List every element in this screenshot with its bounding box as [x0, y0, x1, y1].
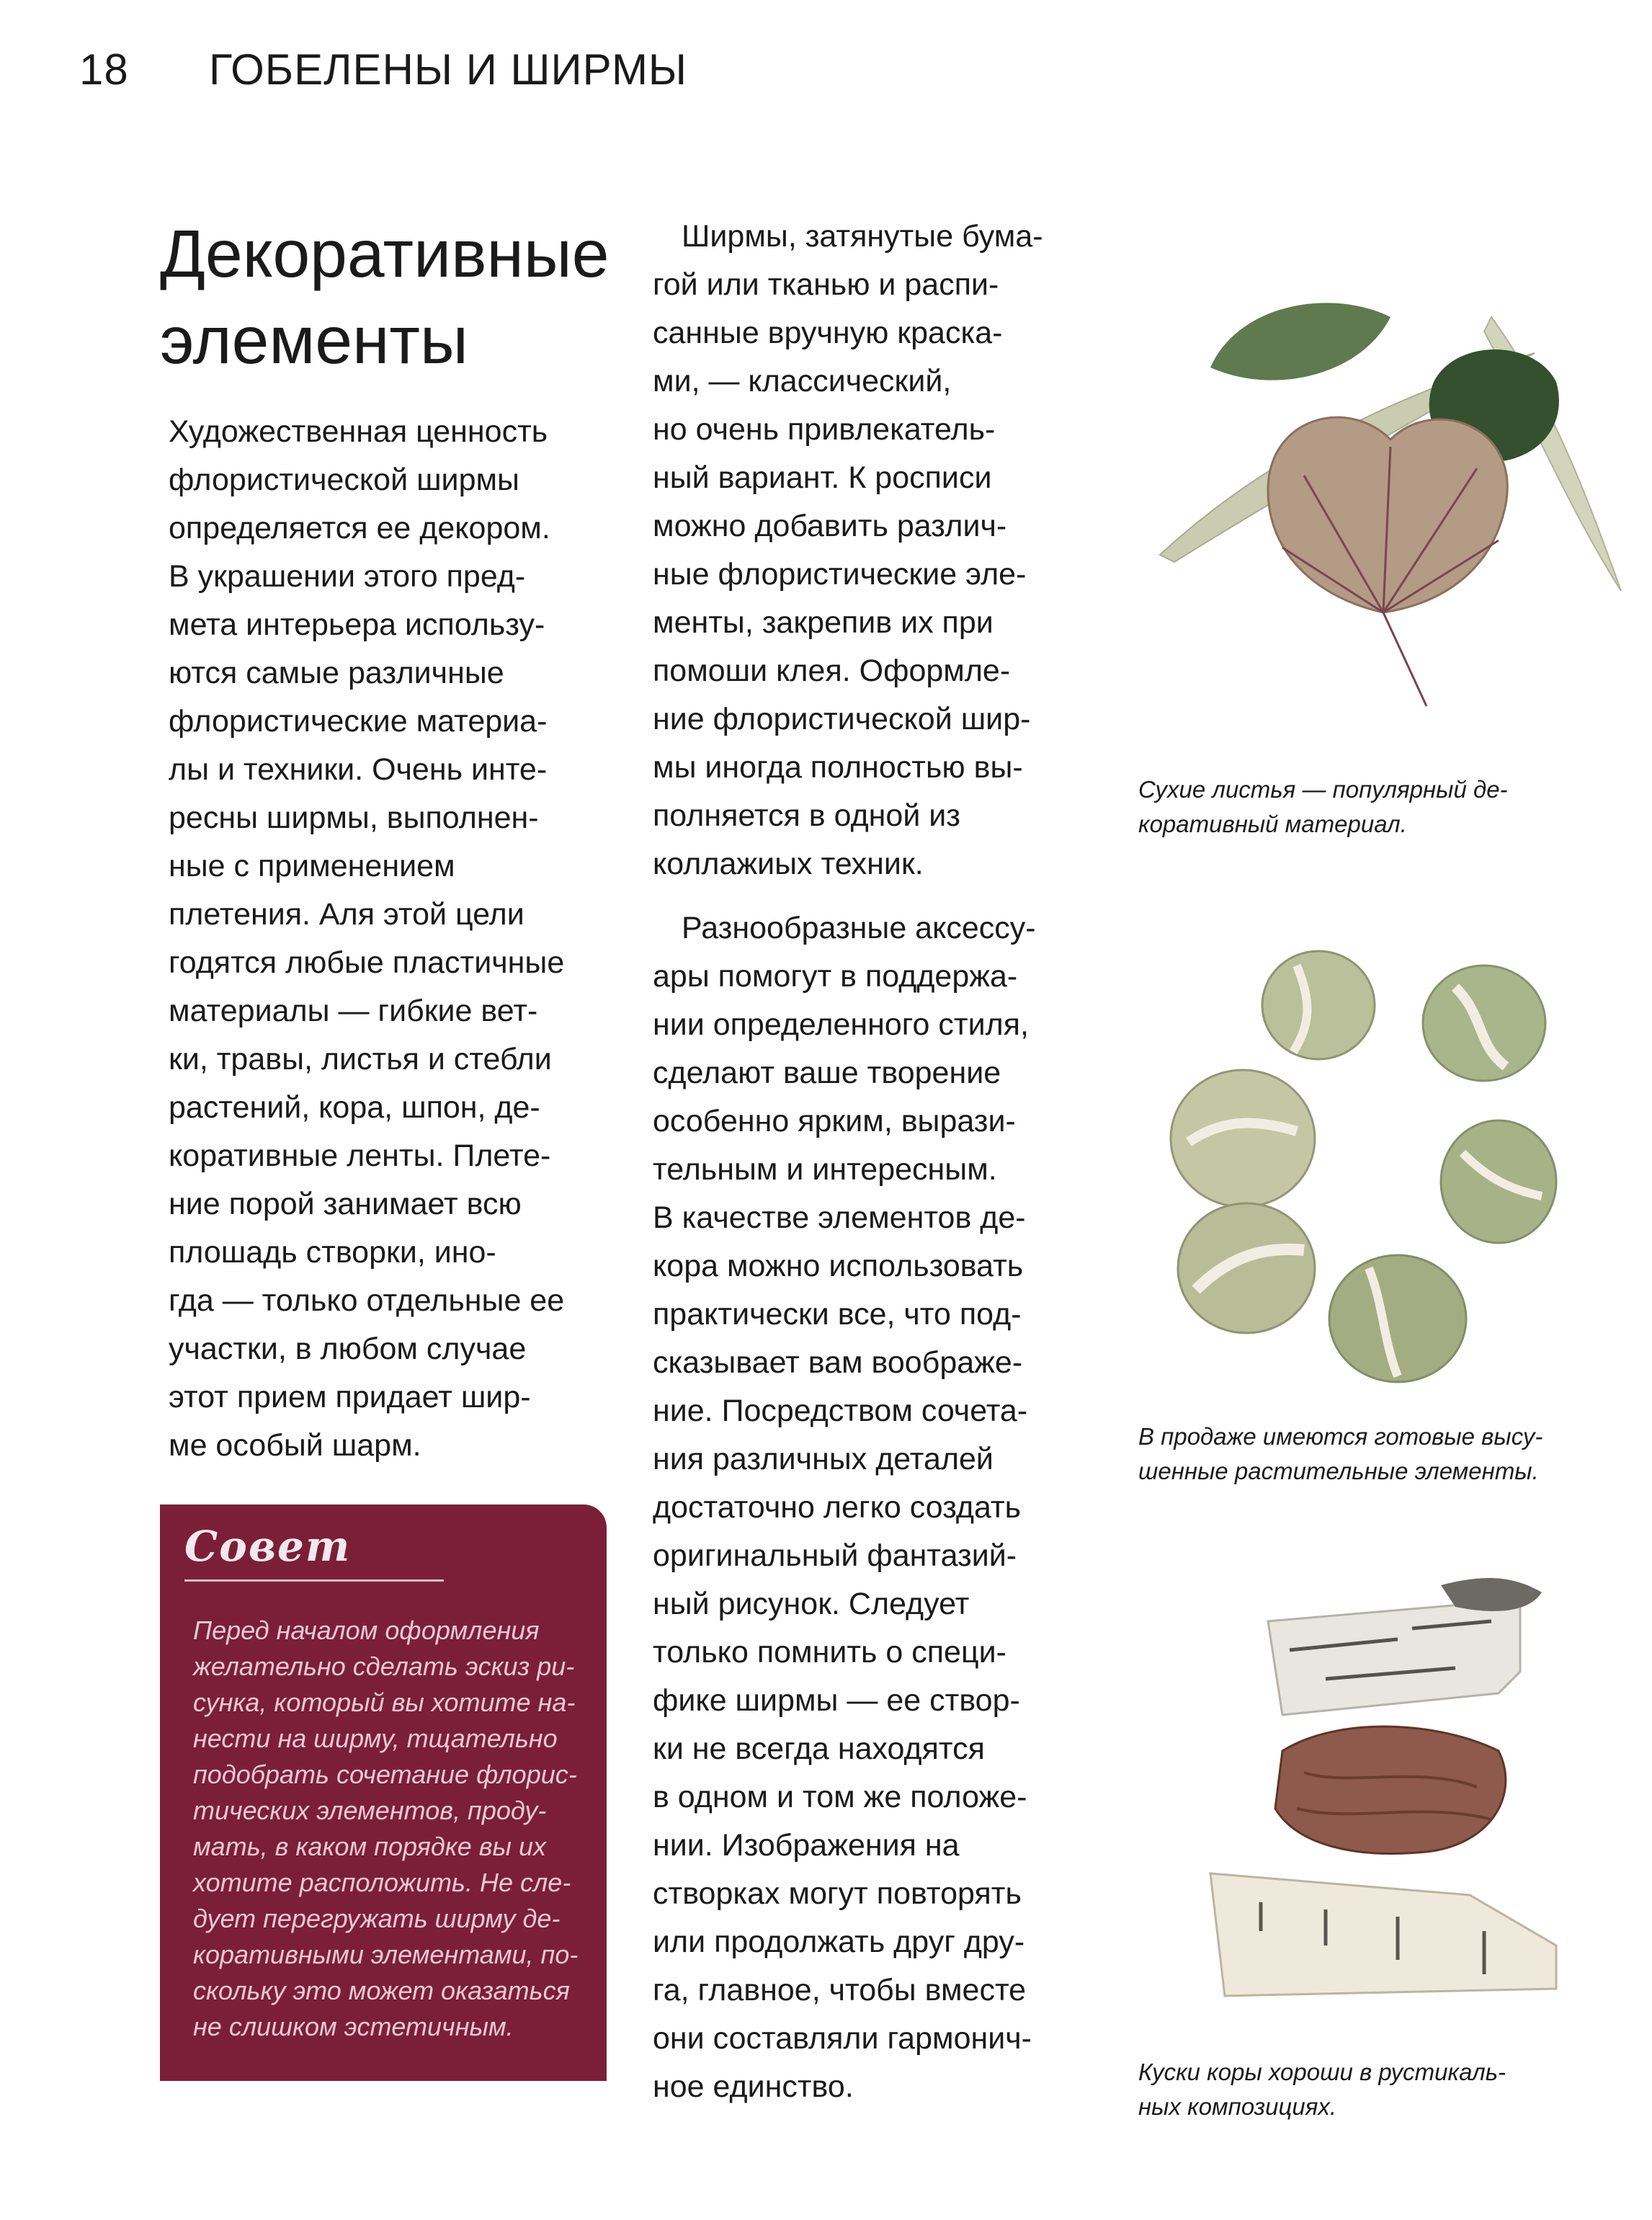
text-line: Сухие листья — популярный де-	[1138, 776, 1508, 803]
text-line: сделают ваше творение	[653, 1056, 1001, 1090]
text-line: ные флористические эле-	[653, 557, 1027, 592]
text-line: коративный материал.	[1138, 811, 1407, 837]
text-line: ный вариант. К росписи	[653, 460, 992, 495]
text-line: ное единство.	[653, 2069, 854, 2104]
page-title	[160, 210, 635, 383]
seed-pod	[1262, 951, 1375, 1059]
text-line: но очень привлекатель-	[653, 412, 996, 447]
text-line: они составляли гармонич-	[653, 2021, 1032, 2056]
caption-bark	[1138, 2055, 1599, 2124]
text-line: створках могут повторять	[653, 1876, 1022, 1911]
tip-divider	[184, 1579, 444, 1582]
tip-box	[160, 1504, 607, 2081]
body-column-2	[653, 213, 1099, 2111]
seed-pods-illustration	[1167, 944, 1563, 1391]
paragraph-2	[653, 904, 1099, 2111]
caption-leaves	[1138, 772, 1599, 842]
text-line: плетения. Аля этой цели	[169, 897, 524, 932]
birch-bark-top	[1268, 1578, 1542, 1715]
text-line: помоши клея. Оформле-	[653, 654, 1011, 688]
text-line: В украшении этого пред-	[169, 559, 526, 594]
text-line: В продаже имеются готовые высу-	[1138, 1423, 1543, 1450]
text-line: подобрать сочетание флорис-	[193, 1760, 577, 1789]
text-line: коративными элементами, по-	[193, 1940, 579, 1969]
text-line: желательно сделать эскиз ри-	[193, 1651, 575, 1681]
title-line: элементы	[160, 303, 468, 378]
text-line: полняется в одной из	[653, 798, 961, 833]
tip-title: Совет	[184, 1522, 352, 1571]
text-line: Перед началом оформления	[193, 1615, 540, 1645]
text-line: Разнообразные аксессу-	[682, 911, 1036, 945]
text-line: ми, — классический,	[653, 364, 952, 398]
text-line: ки не всегда находятся	[653, 1731, 985, 1766]
text-line: гда — только отдельные ее	[169, 1283, 565, 1318]
text-line: или продолжать друг дру-	[653, 1925, 1025, 1959]
text-line: мать, в каком порядке вы их	[193, 1832, 547, 1861]
text-line: годятся любые пластичные	[169, 945, 565, 980]
text-line: коллажиых техник.	[653, 847, 924, 881]
text-line: особенно ярким, вырази-	[653, 1104, 1016, 1138]
body-column-1	[169, 408, 630, 1470]
page-number: 18	[79, 45, 129, 94]
text-line: Куски коры хороши в рустикаль-	[1138, 2059, 1506, 2085]
text-line: ных композициях.	[1138, 2093, 1337, 2120]
dried-leaves-illustration	[1146, 274, 1635, 735]
caption-pods	[1138, 1419, 1599, 1489]
seed-pod	[1329, 1255, 1466, 1382]
text-line: ние флористической шир-	[653, 702, 1031, 736]
paragraph-1	[653, 213, 1099, 888]
text-line: ный рисунок. Следует	[653, 1587, 970, 1621]
green-leaf	[1210, 303, 1390, 380]
text-line: лы и техники. Очень инте-	[169, 752, 548, 787]
text-line: нести на ширму, тщательно	[193, 1724, 558, 1753]
text-line: коративные ленты. Плете-	[169, 1138, 551, 1173]
text-line: санные вручную краска-	[653, 316, 1003, 350]
text-line: ние. Посредством сочета-	[653, 1394, 1028, 1428]
text-line: не слишком эстетичным.	[193, 2012, 514, 2041]
text-line: тических элементов, проду-	[193, 1796, 547, 1825]
text-line: определяется ее декором.	[169, 511, 550, 545]
text-line: флористической ширмы	[169, 463, 519, 497]
text-line: ары помогут в поддержа-	[653, 959, 1018, 994]
text-line: скольку это может оказаться	[193, 1976, 570, 2005]
text-line: практически все, что под-	[653, 1297, 1022, 1332]
text-line: плошадь створки, ино-	[169, 1235, 496, 1270]
text-line: достаточно легко создать	[653, 1490, 1022, 1525]
seed-pod	[1178, 1203, 1315, 1333]
text-line: ние порой занимает всю	[169, 1187, 522, 1221]
text-line: фике ширмы — ее створ-	[653, 1683, 1020, 1718]
tip-text	[193, 1613, 597, 2045]
text-line: ме особый шарм.	[169, 1428, 421, 1463]
text-line: оригинальный фантазий-	[653, 1538, 1017, 1573]
text-line: материалы — гибкие вет-	[169, 994, 538, 1028]
text-line: кора можно использовать	[653, 1249, 1024, 1283]
text-line: растений, кора, шпон, де-	[169, 1090, 540, 1125]
text-line: нии. Изображения на	[653, 1828, 960, 1863]
section-title: ГОБЕЛЕНЫ И ШИРМЫ	[209, 45, 688, 94]
text-line: можно добавить различ-	[653, 509, 1007, 543]
seed-pod	[1441, 1120, 1556, 1243]
text-line: Художественная ценность	[169, 414, 548, 449]
text-line: шенные растительные элементы.	[1138, 1458, 1539, 1484]
title-line: Декоративные	[160, 216, 610, 291]
seed-pod	[1423, 966, 1545, 1081]
text-line: ются самые различные	[169, 656, 504, 690]
text-line: дует перегружать ширму де-	[193, 1904, 561, 1933]
text-line: в одном и том же положе-	[653, 1780, 1027, 1814]
text-line: га, главное, чтобы вместе	[653, 1973, 1027, 2007]
birch-bark-bottom	[1210, 1873, 1556, 1996]
bark-pieces-illustration	[1182, 1571, 1585, 2003]
text-line: только помнить о специ-	[653, 1635, 1006, 1670]
brown-bark	[1275, 1726, 1506, 1853]
text-line: участки, в любом случае	[169, 1332, 527, 1366]
text-line: мета интерьера использу-	[169, 607, 545, 642]
text-line: флористические материа-	[169, 704, 548, 739]
text-line: ки, травы, листья и стебли	[169, 1042, 552, 1076]
page-header	[79, 45, 687, 94]
seed-pod	[1171, 1070, 1315, 1207]
text-line: ные с применением	[169, 849, 455, 883]
text-line: В качестве элементов де-	[653, 1200, 1026, 1235]
text-line: этот прием придает шир-	[169, 1380, 531, 1414]
text-line: сунка, который вы хотите на-	[193, 1688, 576, 1717]
text-line: ния различных деталей	[653, 1442, 994, 1476]
text-line: нии определенного стиля,	[653, 1007, 1029, 1042]
text-line: ресны ширмы, выполнен-	[169, 801, 539, 835]
text-line: мы иногда полностью вы-	[653, 750, 1023, 785]
text-line: гой или тканью и распи-	[653, 267, 999, 302]
text-line: хотите расположить. Не сле-	[193, 1868, 571, 1897]
text-line: сказывает вам воображе-	[653, 1345, 1023, 1380]
text-line: Ширмы, затянутые бума-	[682, 219, 1043, 254]
text-line: тельным и интересным.	[653, 1152, 997, 1187]
text-line: менты, закрепив их при	[653, 605, 994, 640]
